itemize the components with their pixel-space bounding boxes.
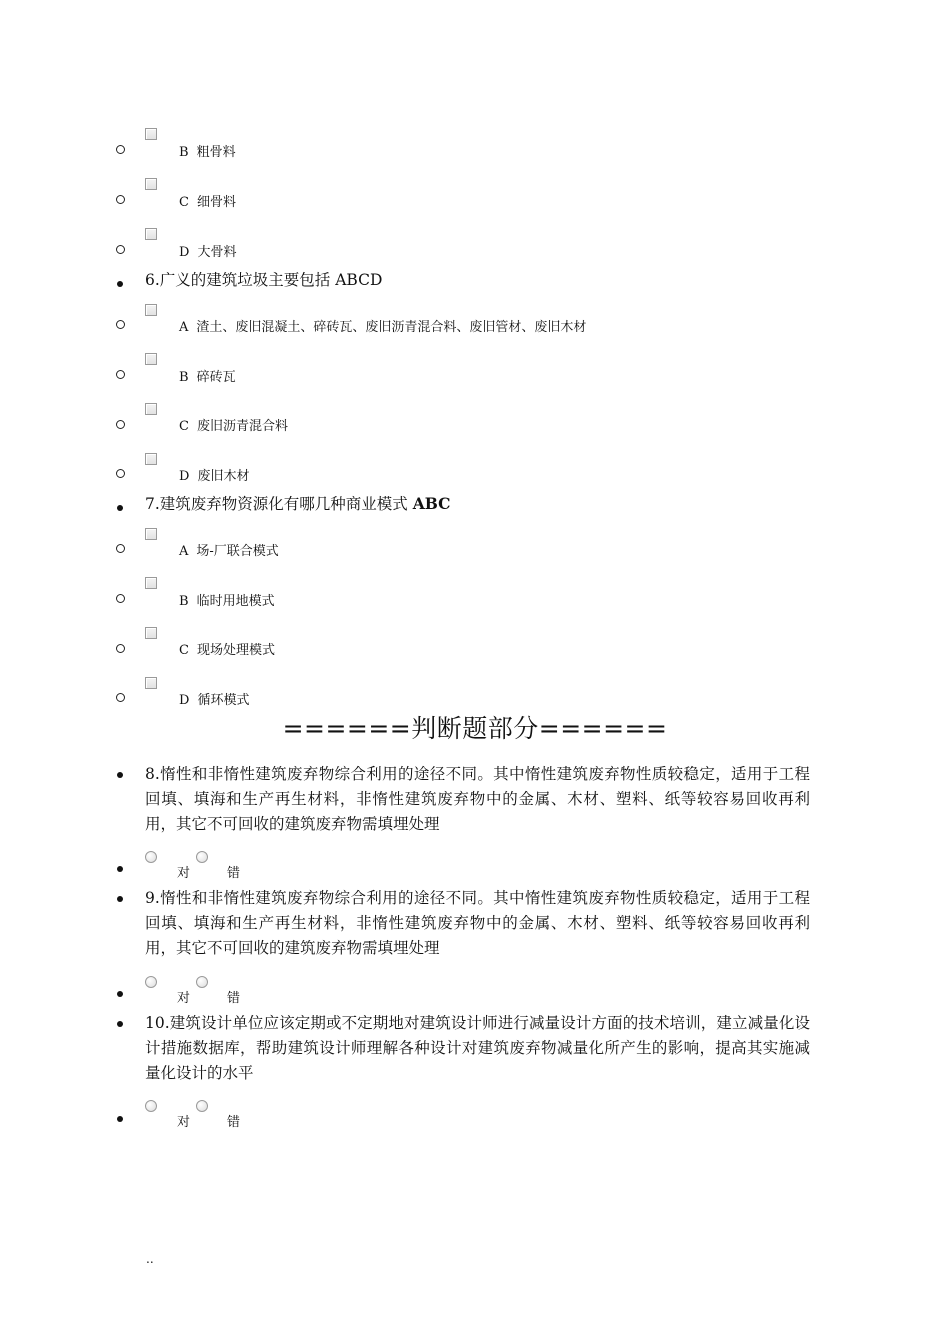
option-q5-b: B 粗骨料 bbox=[179, 145, 236, 160]
option-checkbox[interactable] bbox=[145, 128, 157, 140]
page-footer-mark: .. bbox=[146, 1252, 154, 1266]
option-checkbox[interactable] bbox=[145, 403, 157, 415]
true-label: 对 bbox=[177, 1115, 191, 1130]
question-9-text: 9.惰性和非惰性建筑废弃物综合利用的途径不同。其中惰性建筑废弃物性质较稳定，适用于工程回填、填海和生产再生材料，非惰性建筑废弃物中的金属、木材、塑料、纸等较容易回收再利用，其它不可回收的建筑废弃物需填埋处理 bbox=[145, 889, 810, 957]
question-8-text: 8.惰性和非惰性建筑废弃物综合利用的途径不同。其中惰性建筑废弃物性质较稳定，适用于工程回填、填海和生产再生材料，非惰性建筑废弃物中的金属、木材、塑料、纸等较容易回收再利用，其它不可回收的建筑废弃物需填埋处理 bbox=[145, 765, 810, 833]
list-bullet-disc bbox=[117, 1021, 123, 1027]
option-checkbox[interactable] bbox=[145, 304, 157, 316]
false-label: 错 bbox=[227, 991, 241, 1006]
true-radio[interactable] bbox=[145, 1100, 157, 1112]
list-bullet-circle bbox=[116, 195, 125, 204]
false-radio[interactable] bbox=[196, 851, 208, 863]
list-bullet-disc bbox=[117, 991, 123, 997]
option-checkbox[interactable] bbox=[145, 627, 157, 639]
option-q7-c: C 现场处理模式 bbox=[179, 643, 275, 658]
section-heading: ======判断题部分====== bbox=[282, 714, 668, 743]
false-label: 错 bbox=[227, 866, 241, 881]
true-radio[interactable] bbox=[145, 851, 157, 863]
list-bullet-disc bbox=[117, 772, 123, 778]
option-q5-c: C 细骨料 bbox=[179, 195, 236, 210]
option-checkbox[interactable] bbox=[145, 528, 157, 540]
list-bullet-disc bbox=[117, 896, 123, 902]
option-checkbox[interactable] bbox=[145, 453, 157, 465]
question-7-title: 7.建筑废弃物资源化有哪几种商业模式 ABC bbox=[145, 494, 451, 513]
false-radio[interactable] bbox=[196, 976, 208, 988]
list-bullet-disc bbox=[117, 866, 123, 872]
option-q7-d: D 循环模式 bbox=[179, 693, 250, 708]
option-checkbox[interactable] bbox=[145, 577, 157, 589]
option-q7-b: B 临时用地模式 bbox=[179, 594, 275, 609]
list-bullet-circle bbox=[116, 320, 125, 329]
option-checkbox[interactable] bbox=[145, 677, 157, 689]
list-bullet-circle bbox=[116, 544, 125, 553]
list-bullet-circle bbox=[116, 693, 125, 702]
list-bullet-circle bbox=[116, 469, 125, 478]
list-bullet-disc bbox=[117, 1116, 123, 1122]
question-10-text: 10.建筑设计单位应该定期或不定期地对建筑设计师进行减量设计方面的技术培训，建立减量化设计措施数据库，帮助建筑设计师理解各种设计对建筑废弃物减量化所产生的影响，提高其实施减量化设计的水平 bbox=[145, 1014, 810, 1082]
list-bullet-circle bbox=[116, 644, 125, 653]
option-q6-d: D 废旧木材 bbox=[179, 469, 250, 484]
false-radio[interactable] bbox=[196, 1100, 208, 1112]
option-q6-c: C 废旧沥青混合料 bbox=[179, 419, 288, 434]
list-bullet-circle bbox=[116, 420, 125, 429]
list-bullet-disc bbox=[117, 281, 123, 287]
true-radio[interactable] bbox=[145, 976, 157, 988]
true-label: 对 bbox=[177, 866, 191, 881]
option-q7-a: A 场-厂联合模式 bbox=[179, 544, 279, 559]
list-bullet-circle bbox=[116, 145, 125, 154]
question-6-title: 6.广义的建筑垃圾主要包括 ABCD bbox=[145, 271, 383, 289]
option-q6-b: B 碎砖瓦 bbox=[179, 370, 236, 385]
list-bullet-disc bbox=[117, 505, 123, 511]
list-bullet-circle bbox=[116, 245, 125, 254]
list-bullet-circle bbox=[116, 594, 125, 603]
option-checkbox[interactable] bbox=[145, 353, 157, 365]
option-checkbox[interactable] bbox=[145, 228, 157, 240]
true-label: 对 bbox=[177, 991, 191, 1006]
option-q5-d: D 大骨料 bbox=[179, 245, 237, 260]
option-checkbox[interactable] bbox=[145, 178, 157, 190]
option-q6-a: A 渣土、废旧混凝土、碎砖瓦、废旧沥青混合料、废旧管材、废旧木材 bbox=[179, 320, 587, 335]
false-label: 错 bbox=[227, 1115, 241, 1130]
list-bullet-circle bbox=[116, 370, 125, 379]
